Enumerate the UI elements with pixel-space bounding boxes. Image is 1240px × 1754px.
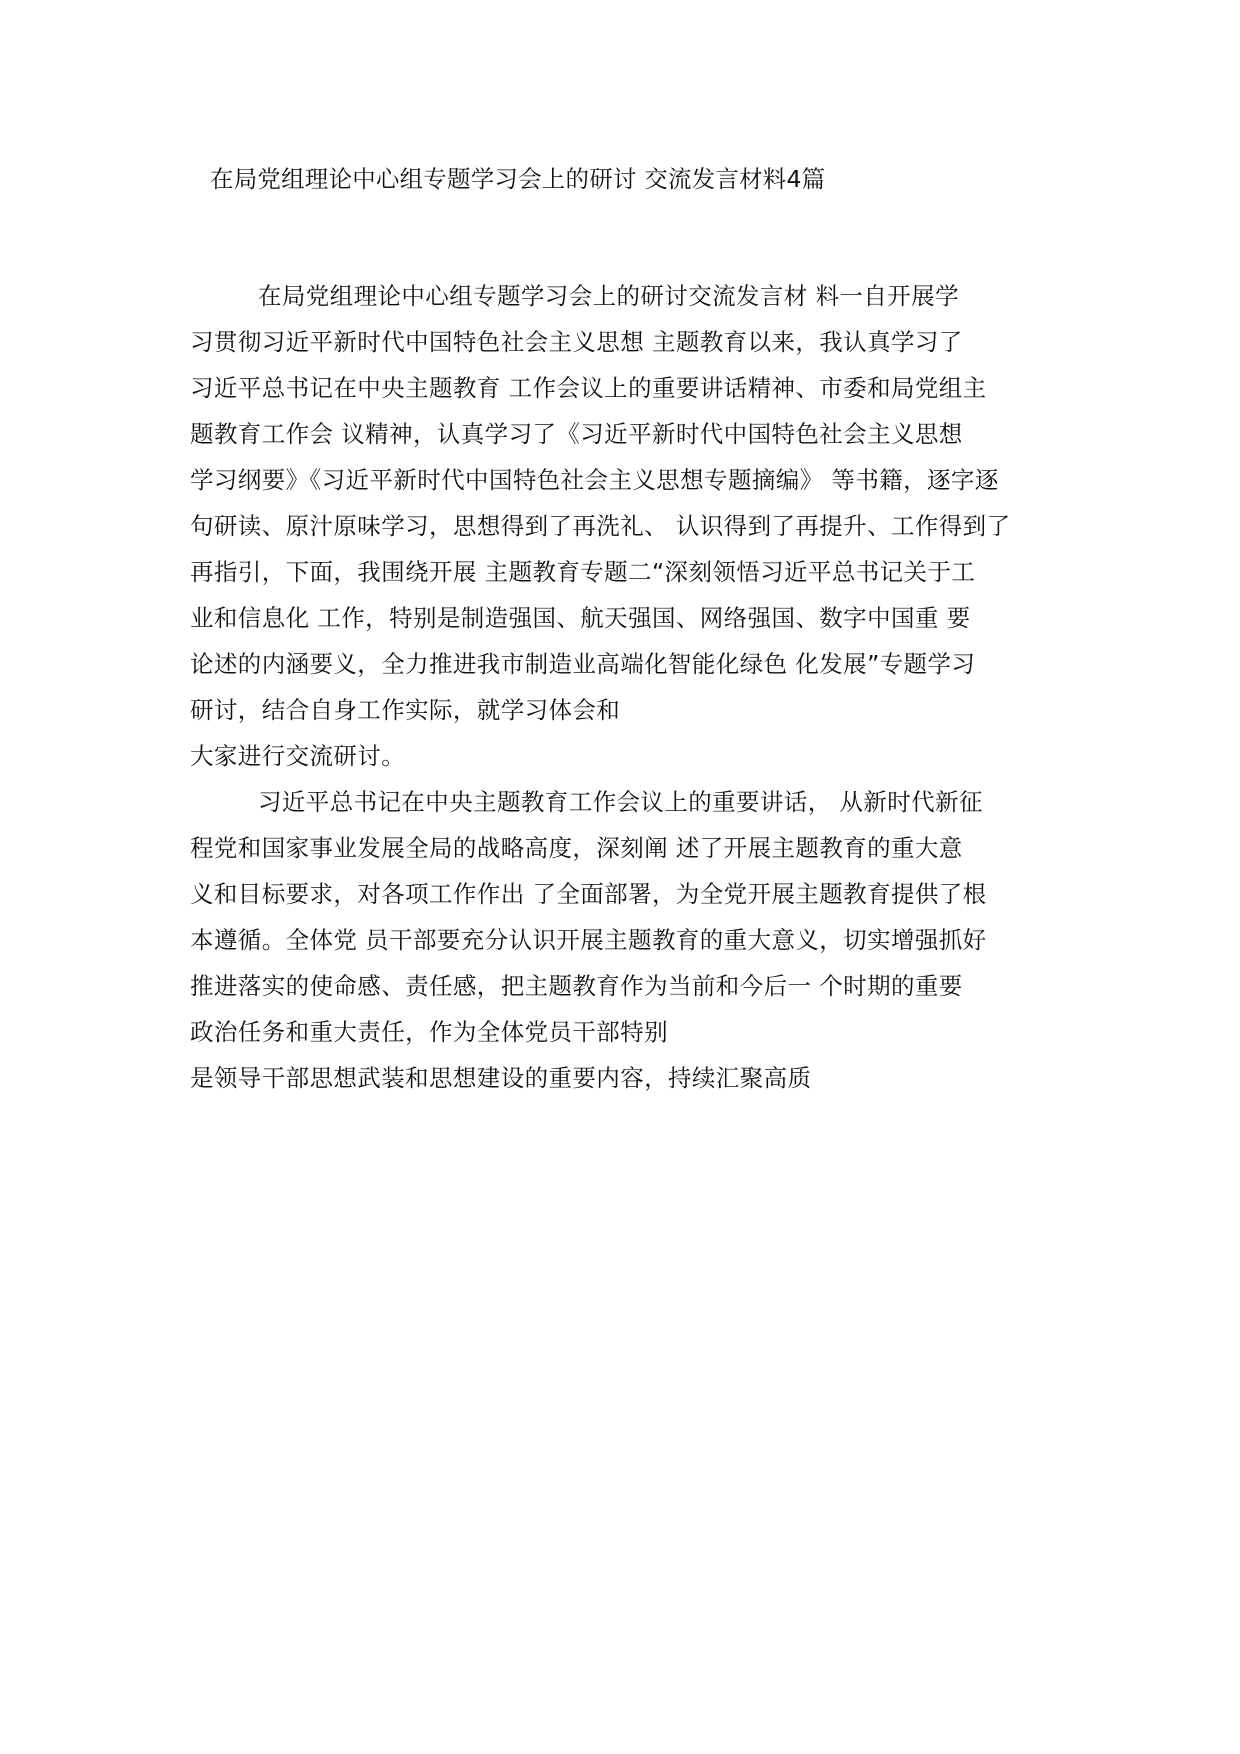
paragraph-1-line-9: 论述的内涵要义，全力推进我市制造业高端化智能化绿色 化发展”专题学习 [190, 650, 976, 678]
paragraph-2-line-4: 本遵循。全体党 员干部要充分认识开展主题教育的重大意义，切实增强抓好 [190, 926, 987, 954]
paragraph-1-line-8: 业和信息化 工作，特别是制造强国、航天强国、网络强国、数字中国重 要 [190, 604, 971, 632]
document-body [190, 273, 1070, 1101]
paragraph-1-line-10: 研讨，结合自身工作实际，就学习体会和 [190, 696, 621, 724]
paragraph-1-line-3: 习近平总书记在中央主题教育 工作会议上的重要讲话精神、市委和局党组主 [190, 374, 987, 402]
paragraph-1-line-7: 再指引，下面，我围绕开展 主题教育专题二“深刻领悟习近平总书记关于工 [190, 558, 976, 586]
paragraph-1-line-5: 学习纲要》《习近平新时代中国特色社会主义思想专题摘编》 等书籍，逐字逐 [190, 466, 999, 494]
paragraph-1-line-11: 大家进行交流研讨。 [190, 742, 406, 770]
paragraph-1-line-1: 在局党组理论中心组专题学习会上的研讨交流发言材 料一自开展学 [258, 282, 959, 310]
paragraph-1-line-4: 题教育工作会 议精神，认真学习了《习近平新时代中国特色社会主义思想 [190, 420, 963, 448]
paragraph-2-line-1: 习近平总书记在中央主题教育工作会议上的重要讲话， 从新时代新征 [258, 788, 983, 816]
paragraph-1-line-6: 句研读、原汁原味学习，思想得到了再洗礼、 认识得到了再提升、工作得到了 [190, 512, 1011, 540]
paragraph-2-line-6: 政治任务和重大责任，作为全体党员干部特别 [190, 1018, 668, 1046]
paragraph-2-line-2: 程党和国家事业发展全局的战略高度，深刻阐 述了开展主题教育的重大意 [190, 834, 963, 862]
paragraph-2-line-5: 推进落实的使命感、责任感，把主题教育作为当前和今后一 个时期的重要 [190, 972, 963, 1000]
document-title: 在局党组理论中心组专题学习会上的研讨 交流发言材料4篇 [210, 165, 826, 193]
paragraph-2-line-7: 是领导干部思想武装和思想建设的重要内容，持续汇聚高质 [190, 1064, 812, 1092]
paragraph-2-line-3: 义和目标要求，对各项工作作出 了全面部署，为全党开展主题教育提供了根 [190, 880, 987, 908]
paragraph-1-line-2: 习贯彻习近平新时代中国特色社会主义思想 主题教育以来，我认真学习了 [190, 328, 963, 356]
